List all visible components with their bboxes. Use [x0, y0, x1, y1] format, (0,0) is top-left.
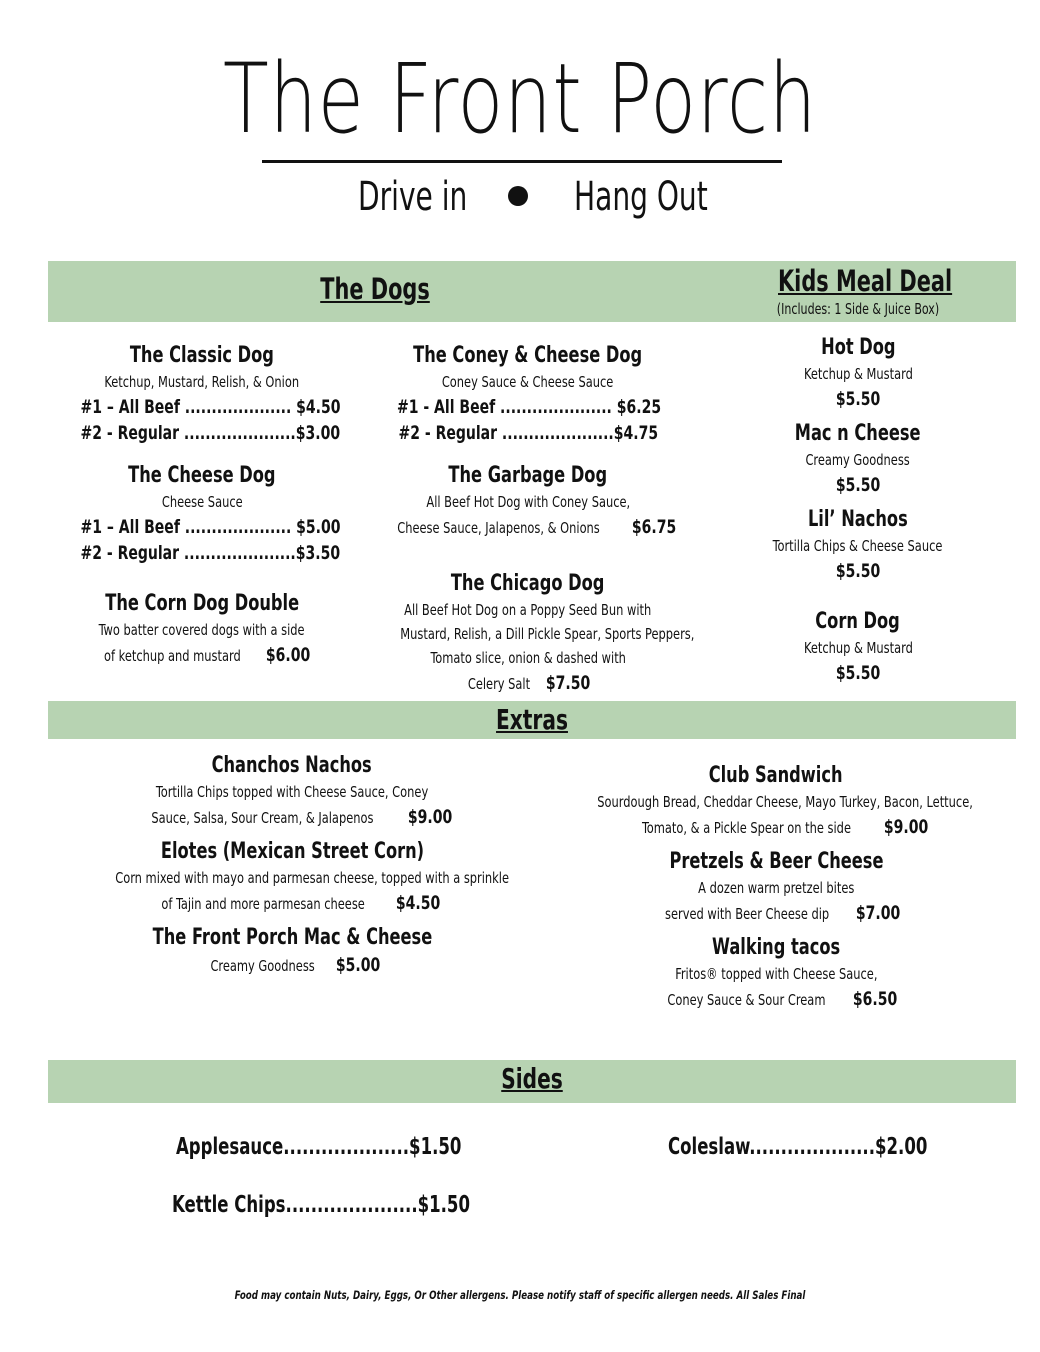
- item-price: $6.50: [852, 988, 897, 1010]
- tagline-left: Drive in: [358, 174, 468, 220]
- item-price: $7.50: [546, 672, 591, 694]
- item-name: Elotes (Mexican Street Corn): [160, 839, 424, 864]
- item-description: Ketchup & Mustard: [803, 639, 913, 657]
- item-description: of Tajin and more parmesan cheese: [160, 895, 365, 913]
- menu-item: [556, 934, 996, 1012]
- side-item-applesauce: Applesauce....................$1.50: [176, 1134, 462, 1160]
- item-price: $5.50: [835, 560, 881, 582]
- kids-item: [728, 608, 988, 686]
- item-price-line: #1 – All Beef .................... $4.50: [80, 396, 341, 418]
- item-description: Tortilla Chips topped with Cheese Sauce, Coney: [155, 783, 429, 801]
- item-price: $5.50: [835, 662, 881, 684]
- item-description: Sauce, Salsa, Sour Cream, & Jalapenos: [151, 809, 374, 827]
- menu-item: [368, 462, 688, 540]
- side-item-kettle-chips: Kettle Chips.....................$1.50: [172, 1192, 470, 1218]
- item-description: Two batter covered dogs with a side: [99, 621, 305, 639]
- restaurant-title: The Front Porch: [222, 43, 818, 155]
- dogs-section-title: The Dogs: [320, 272, 430, 306]
- menu-item: [368, 342, 688, 446]
- item-price-line: #1 – All Beef .................... $5.00: [80, 516, 341, 538]
- kids-section-title: Kids Meal Deal: [778, 264, 953, 298]
- item-price: $6.75: [631, 516, 676, 538]
- item-price-line: #2 - Regular .....................$3.50: [80, 542, 341, 564]
- item-name: Mac n Cheese: [795, 421, 921, 446]
- dogs-middle-column: [368, 342, 695, 696]
- kids-item: [728, 506, 988, 584]
- menu-item: [556, 848, 996, 926]
- kids-column: [728, 334, 988, 686]
- item-description: Fritos® topped with Cheese Sauce,: [674, 965, 878, 983]
- sides-section-title: Sides: [501, 1062, 563, 1095]
- menu-item: [72, 924, 512, 978]
- title-underline: [262, 160, 782, 163]
- item-description: Creamy Goodness: [210, 957, 315, 975]
- item-name: Chanchos Nachos: [211, 753, 373, 778]
- item-description: All Beef Hot Dog on a Poppy Seed Bun with: [404, 601, 652, 619]
- tagline-right: Hang Out: [574, 174, 708, 220]
- item-description: served with Beer Cheese dip: [664, 905, 829, 923]
- menu-item: [72, 752, 512, 830]
- item-price-line: #2 - Regular .....................$3.00: [80, 422, 341, 444]
- item-description: Sourdough Bread, Cheddar Cheese, Mayo Turkey, Bacon, Lettuce,: [597, 793, 973, 811]
- item-price: $9.00: [407, 806, 452, 828]
- item-name: Pretzels & Beer Cheese: [668, 849, 883, 874]
- item-price: $4.50: [396, 892, 441, 914]
- menu-item: [52, 462, 352, 566]
- menu-item: [52, 342, 352, 446]
- item-name: Hot Dog: [820, 335, 896, 360]
- extras-right-column: [556, 762, 996, 1012]
- kids-item: [728, 420, 988, 498]
- item-name: Club Sandwich: [709, 763, 843, 788]
- kids-item: [728, 334, 988, 412]
- item-name: The Coney & Cheese Dog: [413, 343, 643, 368]
- item-price-line: #1 - All Beef ..................... $6.25: [396, 396, 662, 418]
- dogs-left-column: [52, 342, 352, 668]
- item-name: The Chicago Dog: [451, 571, 605, 596]
- item-price-line: #2 - Regular .....................$4.75: [398, 422, 658, 444]
- item-description: Coney Sauce & Sour Cream: [667, 991, 826, 1009]
- item-price: $5.50: [835, 388, 881, 410]
- item-name: The Garbage Dog: [448, 463, 608, 488]
- item-price: $6.00: [265, 644, 310, 666]
- item-name: The Corn Dog Double: [105, 591, 299, 616]
- menu-item: [368, 570, 695, 696]
- extras-section-title: Extras: [496, 703, 568, 736]
- item-price: $5.50: [835, 474, 881, 496]
- menu-item: [72, 838, 512, 916]
- item-description: Mustard, Relish, a Dill Pickle Spear, Sports Peppers,: [400, 625, 695, 643]
- item-price: $7.00: [856, 902, 901, 924]
- item-name: The Classic Dog: [129, 343, 275, 368]
- item-description: Corn mixed with mayo and parmesan cheese, topped with a sprinkle: [115, 869, 510, 887]
- extras-left-column: [72, 752, 512, 978]
- item-description: Tortilla Chips & Cheese Sauce: [773, 537, 943, 555]
- item-price: $5.00: [335, 954, 381, 976]
- item-description: Coney Sauce & Cheese Sauce: [442, 373, 614, 391]
- kids-section-note: (Includes: 1 Side & Juice Box): [776, 300, 940, 318]
- menu-item: [556, 762, 996, 840]
- item-description: Cheese Sauce, Jalapenos, & Onions: [397, 519, 600, 537]
- item-description: Ketchup, Mustard, Relish, & Onion: [104, 373, 300, 391]
- item-description: Celery Salt: [467, 675, 530, 693]
- item-name: The Front Porch Mac & Cheese: [152, 925, 432, 950]
- side-item-coleslaw: Coleslaw....................$2.00: [668, 1134, 928, 1160]
- item-description: All Beef Hot Dog with Coney Sauce,: [426, 493, 630, 511]
- item-description: of ketchup and mustard: [104, 647, 242, 665]
- item-description: Creamy Goodness: [805, 451, 911, 469]
- item-description: Tomato, & a Pickle Spear on the side: [642, 819, 852, 837]
- allergen-disclaimer: Food may contain Nuts, Dairy, Eggs, Or Other allergens. Please notify staff of specific allergen needs. All Sales Final: [234, 1288, 806, 1302]
- item-description: Ketchup & Mustard: [803, 365, 913, 383]
- item-name: Corn Dog: [815, 609, 901, 634]
- item-name: The Cheese Dog: [128, 463, 276, 488]
- item-name: Lil’ Nachos: [808, 507, 908, 532]
- item-name: Walking tacos: [711, 935, 841, 960]
- bullet-dot-icon: [508, 186, 528, 206]
- menu-item: [52, 590, 352, 668]
- item-price: $9.00: [883, 816, 928, 838]
- item-description: Cheese Sauce: [161, 493, 243, 511]
- item-description: A dozen warm pretzel bites: [697, 879, 855, 897]
- item-description: Tomato slice, onion & dashed with: [430, 649, 626, 667]
